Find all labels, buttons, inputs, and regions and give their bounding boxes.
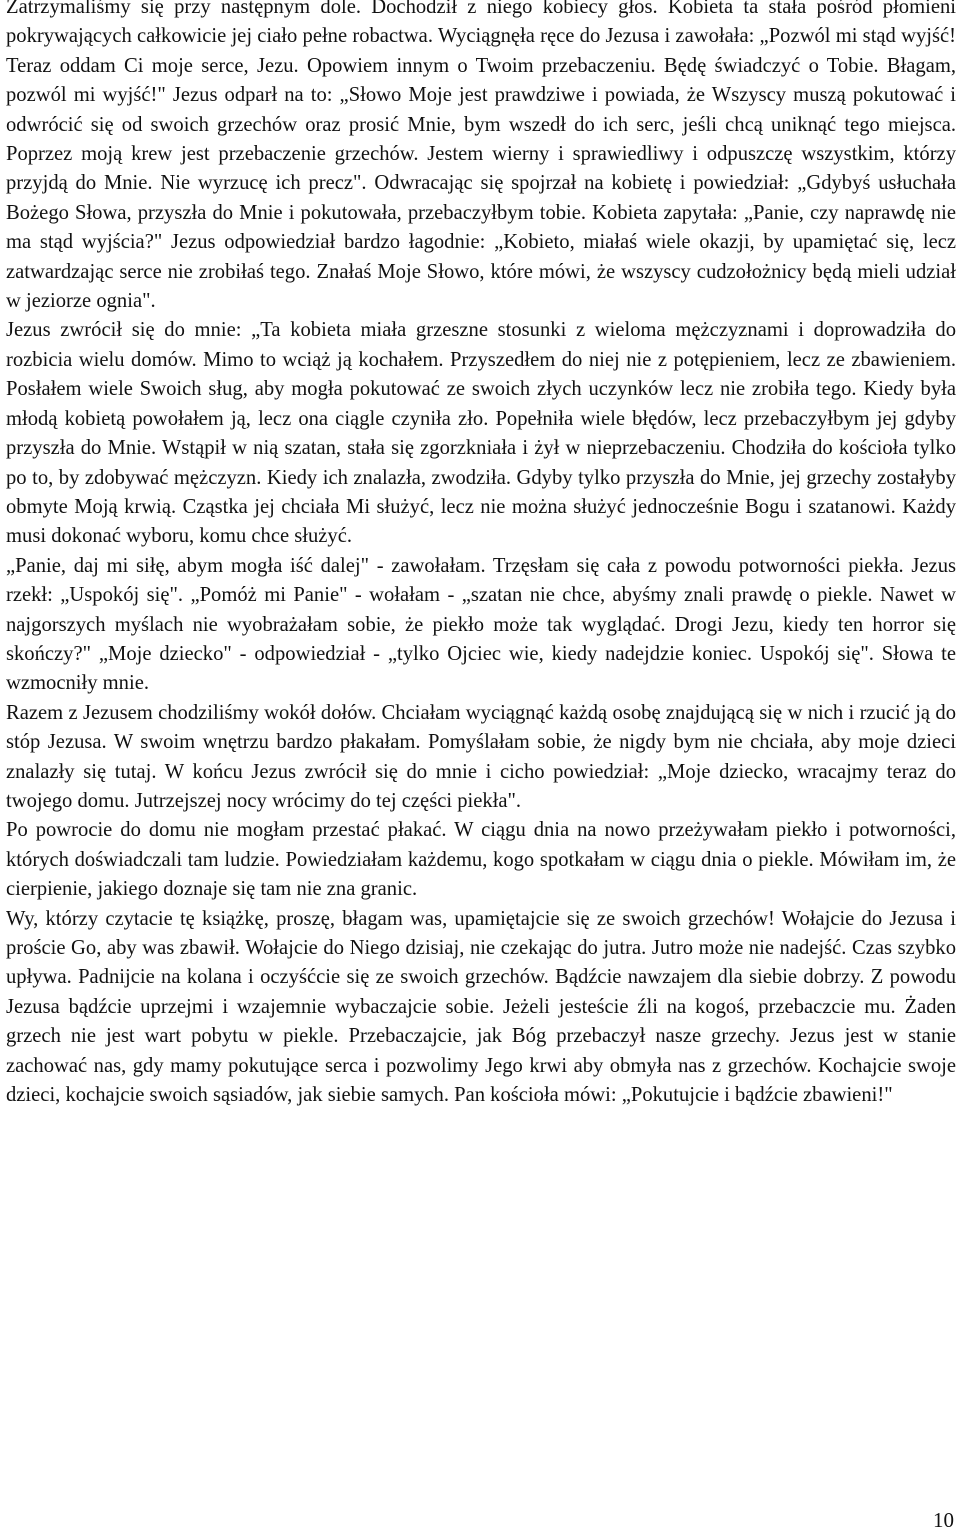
paragraph: Wy, którzy czytacie tę książkę, proszę, błagam was, upamiętajcie się ze swoich grzechów! Wołajcie do Jezusa i proście Go, aby was zbawił. Wołajcie do Niego dzisiaj, nie czekając do jutra. Jutro może nie nadejść. Czas szybko upływa. Padnijcie na kolana i oczyśćcie się ze swoich grzechów. Bądźcie nawzajem dla siebie dobrzy. Z powodu Jezusa bądźcie uprzejmi i wzajemnie wybaczajcie sobie. Jeżeli jesteście źli na kogoś, przebaczcie mu. Żaden grzech nie jest wart pobytu w piekle. Przebaczajcie, jak Bóg przebaczył nasze grzechy. Jezus jest w stanie zachować nas, gdy mamy pokutujące serca i pozwolimy Jego krwi aby obmyła nas z grzechów. Kochajcie swoje dzieci, kochajcie swoich sąsiadów, jak siebie samych. Pan kościoła mówi: „Pokutujcie i bądźcie zbawieni!" [6, 907, 956, 1107]
paragraph: Po powrocie do domu nie mogłam przestać płakać. W ciągu dnia na nowo przeżywałam piekło i potworności, których doświadczali tam ludzie. Powiedziałam każdemu, kogo spotkałam w ciągu dnia o piekle. Mówiłam im, że cierpienie, jakiego doznaje się tam nie zna granic. [6, 819, 956, 901]
page-number: 10 [933, 1508, 954, 1532]
paragraph: „Panie, daj mi siłę, abym mogła iść dalej" - zawołałam. Trzęsłam się cała z powodu potworności piekła. Jezus rzekł: „Uspokój się". „Pomóż mi Panie" - wołałam - „szatan nie chce, abyśmy znali prawdę o piekle. Nawet w najgorszych myślach nie wyobrażałam sobie, że piekło może tak wyglądać. Drogi Jezu, kiedy ten horror się skończy?" „Moje dziecko" - odpowiedział - „tylko Ojciec wie, kiedy nadejdzie koniec. Uspokój się". Słowa te wzmocniły mnie. [6, 554, 956, 695]
paragraph: Zatrzymaliśmy się przy następnym dole. Dochodził z niego kobiecy głos. Kobieta ta stała pośród płomieni pokrywających całkowicie jej ciało pełne robactwa. Wyciągnęła ręce do Jezusa i zawołała: „Pozwól mi stąd wyjść! Teraz oddam Ci moje serce, Jezu. Opowiem innym o Twoim przebaczeniu. Będę świadczyć o Tobie. Błagam, pozwól mi wyjść!" Jezus odparł na to: „Słowo Moje jest prawdziwe i powiada, że Wszyscy muszą pokutować i odwrócić się od swoich grzechów oraz prosić Mnie, bym wszedł do ich serc, jeśli chcą uniknąć tego miejsca. Poprzez moją krew jest przebaczenie grzechów. Jestem wierny i sprawiedliwy i odpuszczę wszystkim, którzy przyjdą do Mnie. Nie wyrzucę ich precz". Odwracając się spojrzał na kobietę i powiedział: „Gdybyś usłuchała Bożego Słowa, przyszła do Mnie i pokutowała, przebaczyłbym tobie. Kobieta zapytała: „Panie, czy naprawdę nie ma stąd wyjścia?" Jezus odpowiedział bardzo łagodnie: „Kobieto, miałaś wiele okazji, by upamiętać się, lecz zatwardzając serce nie zrobiłaś tego. Znałaś Moje Słowo, które mówi, że wszyscy cudzołożnicy będą mieli udział w jeziorze ognia". [6, 0, 956, 313]
paragraph: Razem z Jezusem chodziliśmy wokół dołów. Chciałam wyciągnąć każdą osobę znajdującą się w nich i rzucić ją do stóp Jezusa. W swoim wnętrzu bardzo płakałam. Pomyślałam sobie, że nigdy bym nie chciała, aby moje dzieci znalazły się tutaj. W końcu Jezus zwrócił się do mnie i cicho powiedział: „Moje dziecko, wracajmy teraz do twojego domu. Jutrzejszej nocy wrócimy do tej części piekła". [6, 701, 956, 812]
paragraph: Jezus zwrócił się do mnie: „Ta kobieta miała grzeszne stosunki z wieloma mężczyznami i doprowadziła do rozbicia wielu domów. Mimo to wciąż ją kochałem. Przyszedłem do niej nie z potępieniem, lecz ze zbawieniem. Posłałem wiele Swoich sług, aby mogła pokutować ze swoich złych uczynków lecz nie zrobiła tego. Kiedy była młodą kobietą powołałem ją, lecz ona ciągle czyniła zło. Popełniła wiele błędów, lecz przebaczyłbym jej gdyby przyszła do Mnie. Wstąpił w nią szatan, stała się zgorzkniała i żył w nieprzebaczeniu. Chodziła do kościoła tylko po to, by zdobywać mężczyzn. Kiedy ich znalazła, zwodziła. Gdyby tylko przyszła do Mnie, jej grzechy zostałyby obmyte Moją krwią. Cząstka jej chciała Mi służyć, lecz nie można służyć jednocześnie Bogu i szatanowi. Każdy musi dokonać wyboru, komu chce służyć. [6, 319, 956, 548]
